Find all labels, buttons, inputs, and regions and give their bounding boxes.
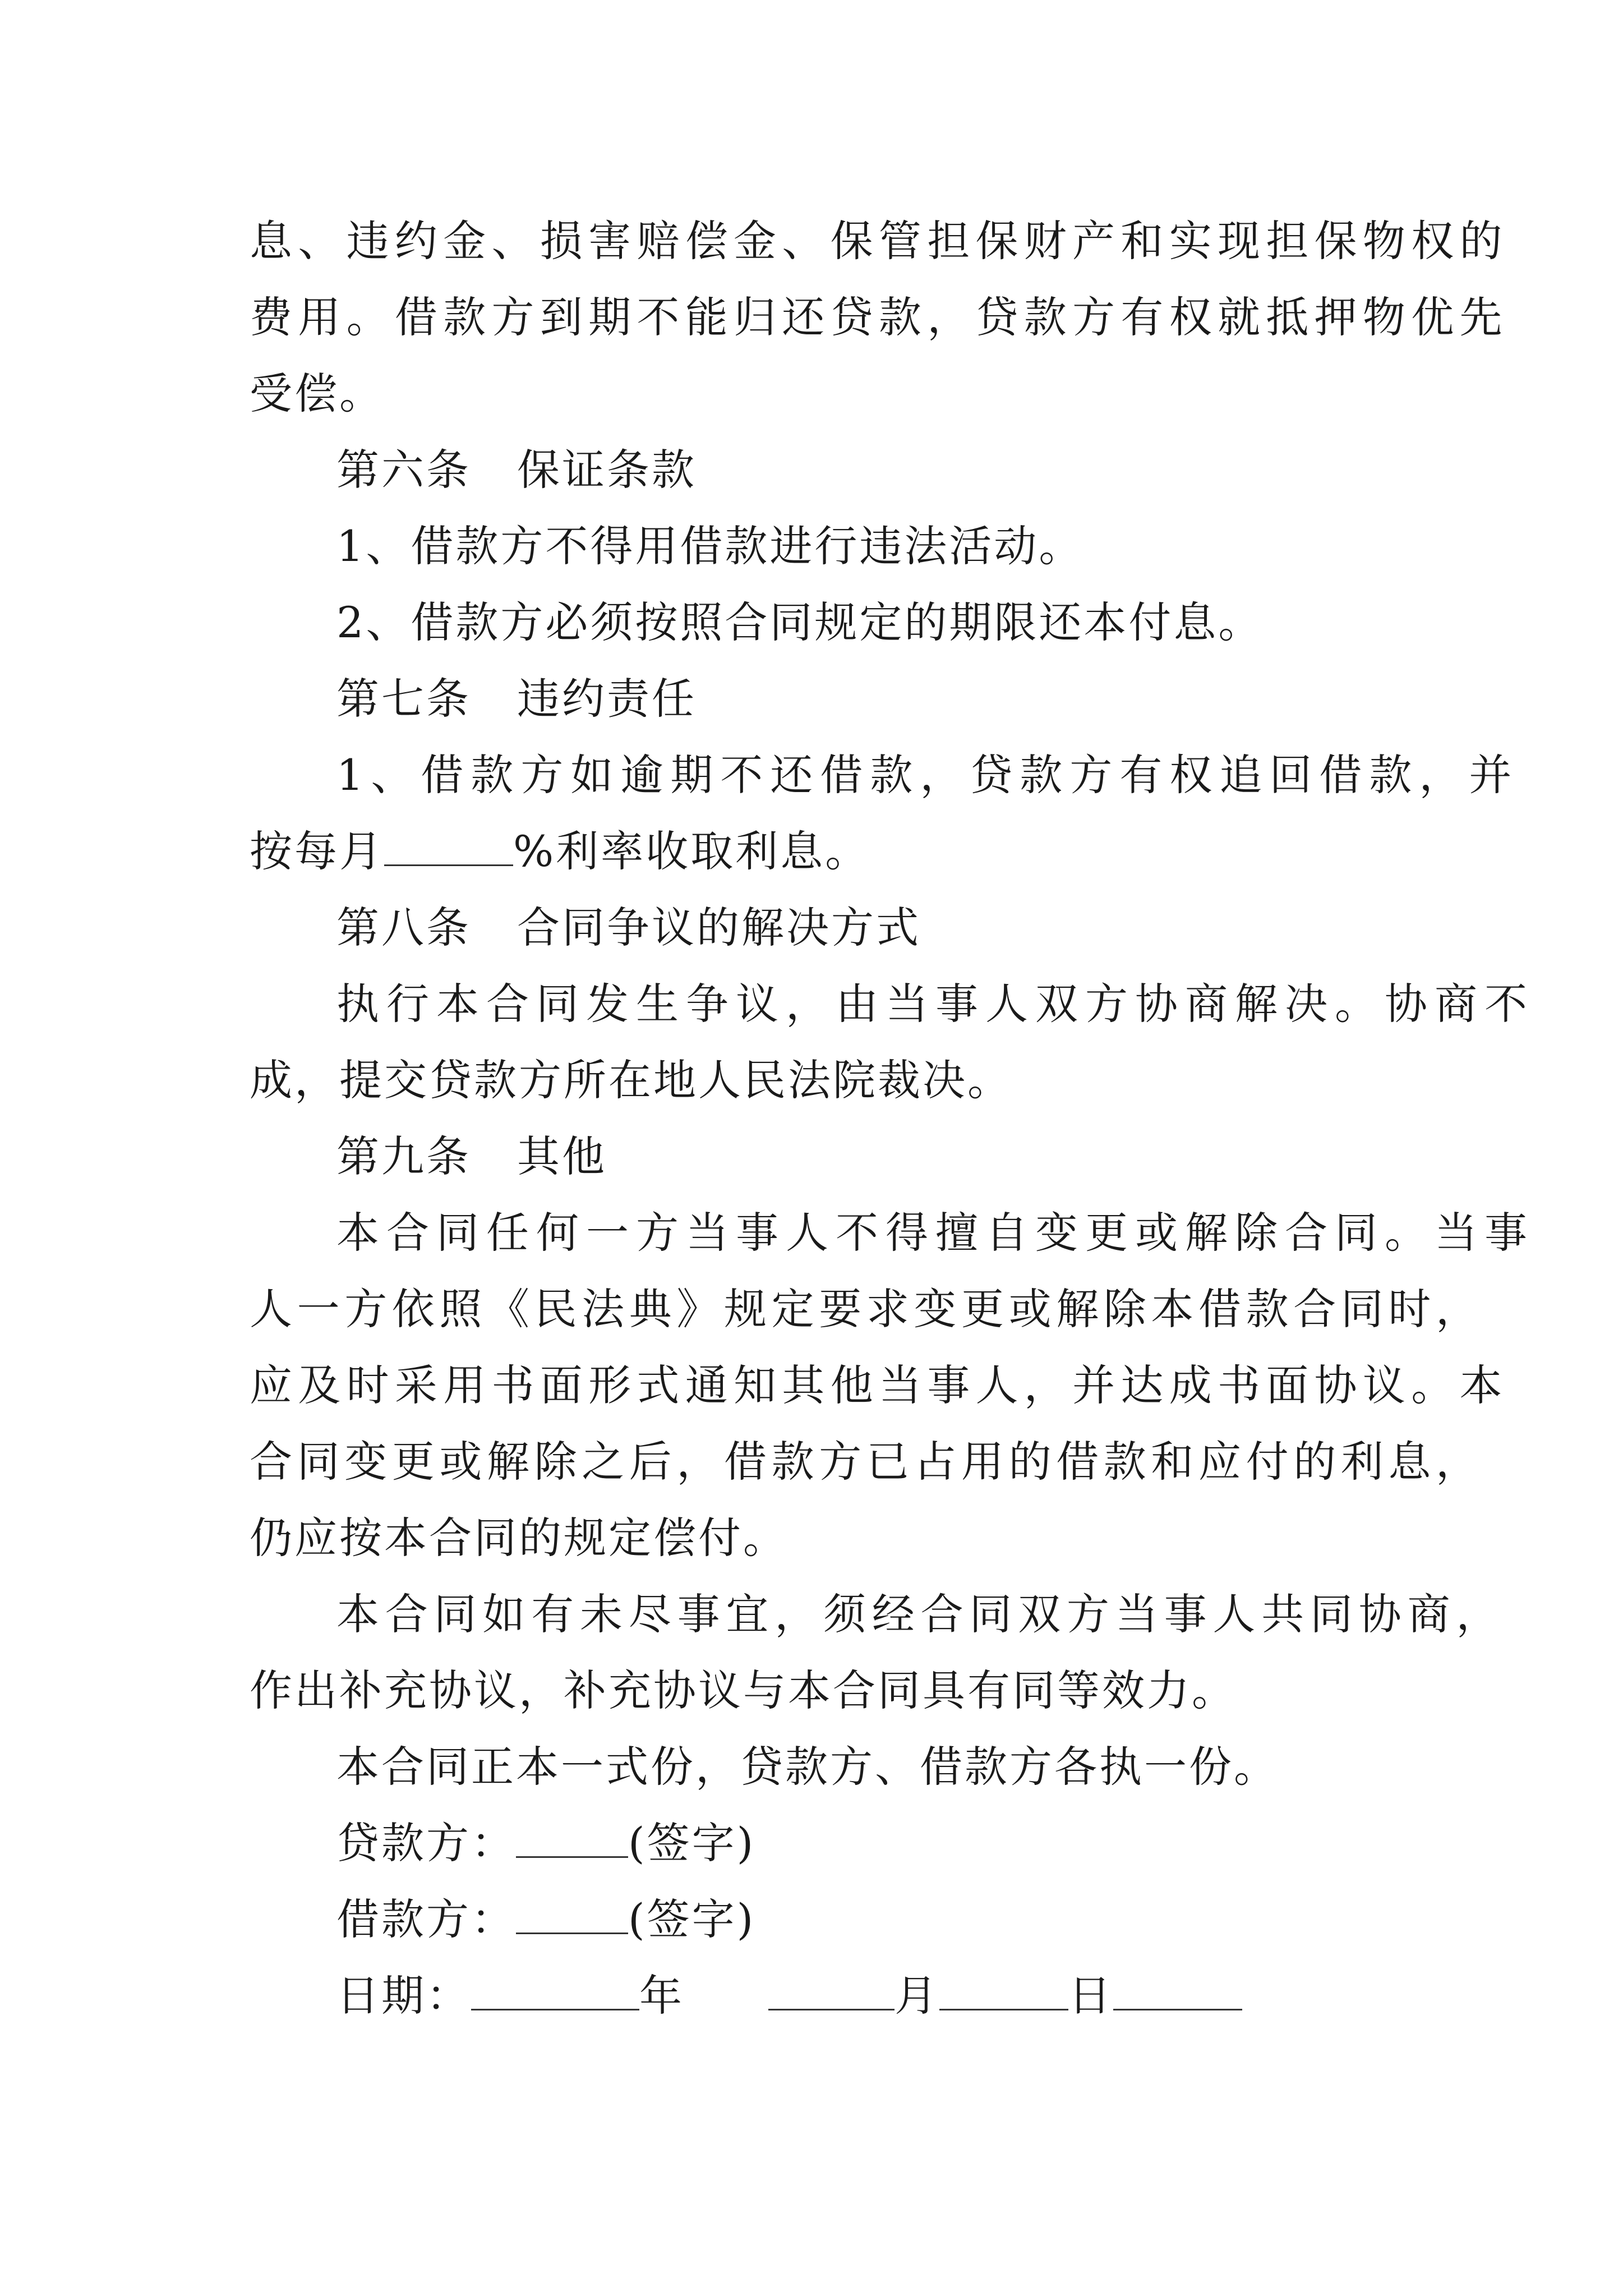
borrower-signature-line [336,1892,755,1948]
paragraph-text: %利率收取利息。 [513,826,870,876]
article-number: 第九条 [336,1131,471,1181]
date-year-field[interactable] [471,1968,639,2010]
article-title: 违约责任 [517,674,697,724]
paragraph-line: 费用。借款方到期不能归还贷款，贷款方有权就抵押物优先 [250,292,1508,342]
paragraph-line: 受偿。 [250,369,384,418]
article-9-heading [336,1129,607,1185]
paragraph-line: 本合同正本一式份，贷款方、借款方各执一份。 [336,1742,1279,1792]
paragraph-text: 按每月 [250,826,384,876]
borrower-label: 借款方： [336,1894,516,1944]
article-number: 第八条 [336,903,471,953]
article-number: 第七条 [336,674,471,724]
list-item: 2、借款方必须按照合同规定的期限还本付息。 [336,597,1264,647]
lender-label: 贷款方： [336,1818,516,1868]
lender-signature-line [336,1815,755,1871]
paragraph-line: 本合同如有未尽事宜，须经合同双方当事人共同协商， [336,1589,1505,1639]
paragraph-line: 人一方依照《民法典》规定要求变更或解除本借款合同时， [250,1284,1483,1334]
paragraph-line: 成，提交贷款方所在地人民法院裁决。 [250,1055,1012,1105]
article-title: 保证条款 [517,445,697,495]
interest-rate-blank [384,824,513,866]
month-label: 月 [895,1971,939,2021]
sign-note: (签字) [628,1818,756,1868]
article-8-heading [336,900,921,956]
article-title: 其他 [517,1131,607,1181]
day-label: 日 [1068,1971,1113,2021]
article-number: 第六条 [336,445,471,495]
paragraph-line: 作出补充协议，补充协议与本合同具有同等效力。 [250,1665,1237,1715]
article-title: 合同争议的解决方式 [517,903,921,953]
paragraph-line: 执行本合同发生争议，由当事人双方协商解决。协商不 [336,979,1534,1029]
year-label: 年 [639,1971,684,2021]
list-item: 1、借款方不得用借款进行违法活动。 [336,521,1084,571]
date-trailing-blank [1113,1968,1242,2010]
paragraph-line: 应及时采用书面形式通知其他当事人，并达成书面协议。本 [250,1360,1508,1410]
date-label: 日期： [336,1971,471,2021]
paragraph-line: 息、违约金、损害赔偿金、保管担保财产和实现担保物权的 [250,216,1508,266]
paragraph-line: 本合同任何一方当事人不得擅自变更或解除合同。当事 [336,1208,1534,1258]
paragraph-line [250,823,870,880]
sign-note: (签字) [628,1894,756,1944]
list-item: 1、借款方如逾期不还借款，贷款方有权追回借款，并 [336,750,1519,800]
lender-signature-field[interactable] [516,1816,628,1858]
paragraph-line: 仍应按本合同的规定偿付。 [250,1513,788,1563]
article-7-heading [336,671,697,727]
article-6-heading [336,442,697,498]
date-day-field[interactable] [939,1968,1068,2010]
paragraph-line: 合同变更或解除之后，借款方已占用的借款和应付的利息， [250,1437,1483,1487]
borrower-signature-field[interactable] [516,1892,628,1934]
date-month-field[interactable] [768,1968,895,2010]
date-line [336,1968,1242,2024]
